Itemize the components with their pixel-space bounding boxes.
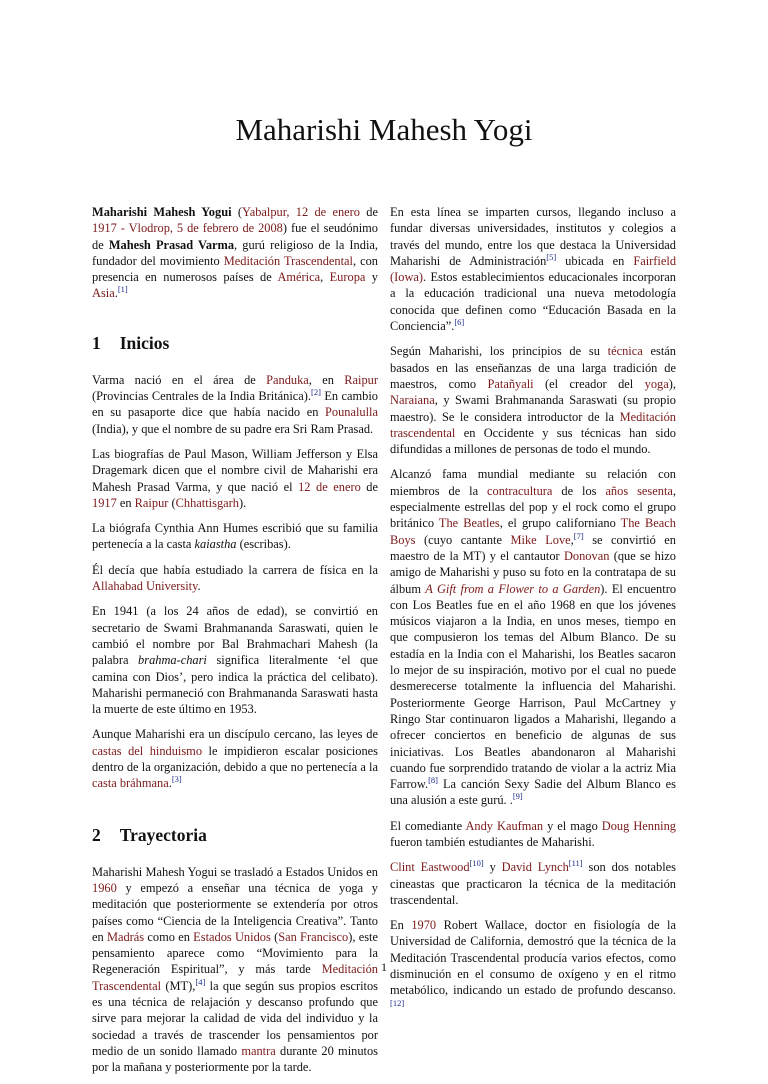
paragraph: En esta línea se imparten cursos, llegando incluso a fundar diversas universidades, institutos y colegios a través del mundo, entre los que destaca la Universidad Maharishi de Administración[5] ubicada en Fairfield (Iowa). Estos establecimientos educacionales incorporan a la educación tradicional una nueva metodología conocida que definen como “Educación Basada en la Conciencia”.[6] xyxy=(390,205,677,334)
link-1960[interactable]: 1960 xyxy=(92,880,117,895)
right-column xyxy=(390,204,676,1024)
link-mike-love[interactable]: Mike Love xyxy=(510,532,571,547)
paragraph: Alcanzó fama mundial mediante su relación con miembros de la contracultura de los años sesenta, especialmente estrellas del pop y el rock como el grupo británico The Beatles, el grupo californiano The Beach Boys (cuyo cantante Mike Love,[7] se convirtió en maestro de la MT) y el cantautor Donovan (que se hizo amigo de Maharishi y puso su foto en la contratapa de su álbum A Gift from a Flower to a Garden). El encuentro con Los Beatles fue en el año 1968 en que los jóvenes músicos viajaron a la India, en unos meses, tiempo en que compusieron los temas del Album Blanco. De su estadía en la India con el Maharishi, los Beatles sacaron lo mejor de su inspiración, motivo por el cual no puede desmerecerse totalmente la influencia del Maharishi. Posteriormente George Harrison, Paul McCartney y Ringo Star continuaron ligados a Maharishi, llegando a ofrecer conciertos en beneficio de algunas de sus iniciativas. Los Beatles abandonaron al Maharishi cuando fue sorprendido tratando de violar a la actriz Mia Farrow.[8] La canción Sexy Sadie del Album Blanco es una alusión a este gurú. .[9] xyxy=(390,467,677,808)
paragraph: Varma nació en el área de Panduka, en Raipur (Provincias Centrales de la India Británica).[2] En cambio en su pasaporte dice que había nacido en Pounalulla (India), y que el nombre de su padre era Sri Ram Prasad. xyxy=(92,372,378,436)
link-the-beatles[interactable]: The Beatles xyxy=(438,516,500,531)
link-naraiana[interactable]: Naraiana xyxy=(390,393,435,408)
link-anos-sesenta[interactable]: años sesenta xyxy=(605,483,673,498)
link-meditacion-trascendental[interactable]: Meditación Trascendental xyxy=(223,253,354,268)
link-san-francisco[interactable]: San Francisco xyxy=(278,929,349,944)
page-number: 1 xyxy=(381,960,387,974)
link-1917[interactable]: 1917 xyxy=(92,495,117,510)
link-the-beach-boys[interactable]: The Beach Boys xyxy=(390,516,676,547)
citation-8[interactable]: [8] xyxy=(428,774,439,785)
section-number: 1 xyxy=(92,332,101,353)
citation-4[interactable]: [4] xyxy=(195,976,206,987)
section-number: 2 xyxy=(92,824,101,845)
link-allahabad-university[interactable]: Allahabad University xyxy=(92,579,198,594)
link-patanyali[interactable]: Patañyali xyxy=(487,376,534,391)
link-europa[interactable]: Europa xyxy=(329,270,366,285)
citation-2[interactable]: [2] xyxy=(311,386,321,397)
paragraph: Aunque Maharishi era un discípulo cercano, las leyes de castas del hinduismo le impidieron escalar posiciones dentro de la organización, debido a que no pertenecía a la casta bráhmana.[3] xyxy=(92,727,378,791)
link-meditacion-trascendental[interactable]: Meditación Trascendental xyxy=(92,962,378,993)
section-title: Inicios xyxy=(119,332,170,353)
link-chhattisgarh[interactable]: Chhattisgarh xyxy=(175,495,239,510)
link-casta-brahmana[interactable]: casta bráhmana xyxy=(92,776,169,791)
paragraph: En 1970 Robert Wallace, doctor en fisiología de la Universidad de California, demostró que la técnica de la Meditación Trascendental producía varios efectos, como disminución en el consumo de oxígeno y en el ritmo metabólico, indicando un estado de profundo descanso.[12] xyxy=(390,918,676,1008)
link-castas-del-hinduismo[interactable]: castas del hinduismo xyxy=(92,743,203,758)
paragraph: Las biografías de Paul Mason, William Jefferson y Elsa Dragemark dicen que el nombre civil de Maharishi era Mahesh Prasad Varma, y que nació el 12 de enero de 1917 en Raipur (Chhattisgarh). xyxy=(92,446,378,510)
citation-9[interactable]: [9] xyxy=(512,791,523,802)
paragraph: La biógrafa Cynthia Ann Humes escribió que su familia pertenecía a la casta kaiastha (escribas). xyxy=(92,521,378,552)
citation-12[interactable]: [12] xyxy=(390,997,405,1008)
citation-3[interactable]: [3] xyxy=(171,774,182,785)
link-clint-eastwood[interactable]: Clint Eastwood xyxy=(390,860,470,875)
citation-7[interactable]: [7] xyxy=(573,530,584,541)
link-david-lynch[interactable]: David Lynch xyxy=(501,860,569,875)
link-fairfield-iowa[interactable]: Fairfield (Iowa) xyxy=(390,253,677,285)
section-title: Trayectoria xyxy=(119,824,207,845)
link-mantra[interactable]: mantra xyxy=(241,1043,276,1058)
citation-10[interactable]: [10] xyxy=(469,858,484,869)
link-raipur[interactable]: Raipur xyxy=(134,495,169,510)
paragraph: Clint Eastwood[10] y David Lynch[11] son dos notables cineastas que practicaron la técnica de la meditación trascendental. xyxy=(390,858,676,907)
article-title: Maharishi Mahesh Yogi xyxy=(235,112,533,147)
link-1970[interactable]: 1970 xyxy=(411,918,437,933)
link-donovan[interactable]: Donovan xyxy=(563,548,610,563)
section-heading-trayectoria xyxy=(92,824,378,846)
link-doug-henning[interactable]: Doug Henning xyxy=(601,818,676,833)
link-pounalulla[interactable]: Pounalulla xyxy=(325,405,378,420)
citation-11[interactable]: [11] xyxy=(568,858,583,869)
section-heading-inicios xyxy=(92,332,378,354)
link-asia[interactable]: Asia xyxy=(92,286,115,301)
link-yabalpur[interactable]: Yabalpur, 12 de enero xyxy=(241,205,360,219)
link-meditacion-trascendental[interactable]: Meditación trascendental xyxy=(390,409,676,440)
intro-paragraph: Maharishi Mahesh Yogui (Yabalpur, 12 de enero de 1917 - Vlodrop, 5 de febrero de 2008) fue el seudónimo de Mahesh Prasad Varma, gurú religioso de la India, fundador del movimiento Meditación Trascendental, con presencia en numerosos países de América, Europa y Asia.[1] xyxy=(92,205,379,301)
paragraph: Él decía que había estudiado la carrera de física en la Allahabad University. xyxy=(92,562,378,594)
link-madras[interactable]: Madrás xyxy=(106,929,145,944)
link-12-de-enero[interactable]: 12 de enero xyxy=(298,479,361,494)
citation-5[interactable]: [5] xyxy=(546,251,557,262)
left-column xyxy=(92,204,378,1084)
link-tecnica[interactable]: técnica xyxy=(607,344,643,359)
link-contracultura[interactable]: contracultura xyxy=(487,483,553,498)
link-panduka[interactable]: Panduka xyxy=(266,372,309,387)
paragraph: Maharishi Mahesh Yogui se trasladó a Estados Unidos en 1960 y empezó a enseñar una técnica de yoga y meditación que posteriormente se extendería por otros países como “Ciencia de la Inteligencia Creativa”. Tanto en Madrás como en Estados Unidos (San Francisco), este pensamiento aparece como “Movimiento para la Regeneración Espiritual”, y más tarde Meditación Trascendental (MT),[4] la que según sus propios escritos es una técnica de relajación y descanso profundo que sirve para mejorar la calidad de vida del individuo y la sociedad a través de trascender los pensamientos por medio de un sonido llamado mantra durante 20 minutos por la mañana y posteriormente por la tarde. xyxy=(92,864,378,1075)
link-andy-kaufman[interactable]: Andy Kaufman xyxy=(465,818,544,833)
link-estados-unidos[interactable]: Estados Unidos xyxy=(193,929,271,944)
link-america[interactable]: América xyxy=(277,270,321,285)
birth-name: Mahesh Prasad Varma xyxy=(108,237,235,252)
link-raipur[interactable]: Raipur xyxy=(344,372,378,387)
link-dates[interactable]: 1917 - Vlodrop, 5 de febrero de 2008 xyxy=(92,221,283,236)
subject-name: Maharishi Mahesh Yogui xyxy=(92,205,232,219)
link-yoga[interactable]: yoga xyxy=(644,376,669,391)
link-album-a-gift-from-a-flower[interactable]: A Gift from a Flower to a Garden xyxy=(425,581,601,596)
paragraph: Según Maharishi, los principios de su técnica están basados en las enseñanzas de una larga tradición de maestros, como Patañyali (el creador del yoga), Naraiana, y Swami Brahmananda Saraswati (su propio maestro). Se le considera introductor de la Meditación trascendental en Occidente y sus técnicas han sido difundidas a millones de personas de todo el mundo. xyxy=(390,344,676,457)
paragraph: En 1941 (a los 24 años de edad), se convirtió en secretario de Swami Brahmananda Saraswati, quien le cambió el nombre por Bal Brahmachari Mahesh (la palabra brahma-chari significa literalmente ‘el que camina con Dios’, pero indica la práctica del celibato). Maharishi permaneció con Brahmananda Saraswati hasta la muerte de este último en 1953. xyxy=(92,604,379,717)
citation-6[interactable]: [6] xyxy=(454,316,465,327)
paragraph: El comediante Andy Kaufman y el mago Doug Henning fueron también estudiantes de Maharishi. xyxy=(390,818,676,849)
citation-1[interactable]: [1] xyxy=(117,284,128,295)
